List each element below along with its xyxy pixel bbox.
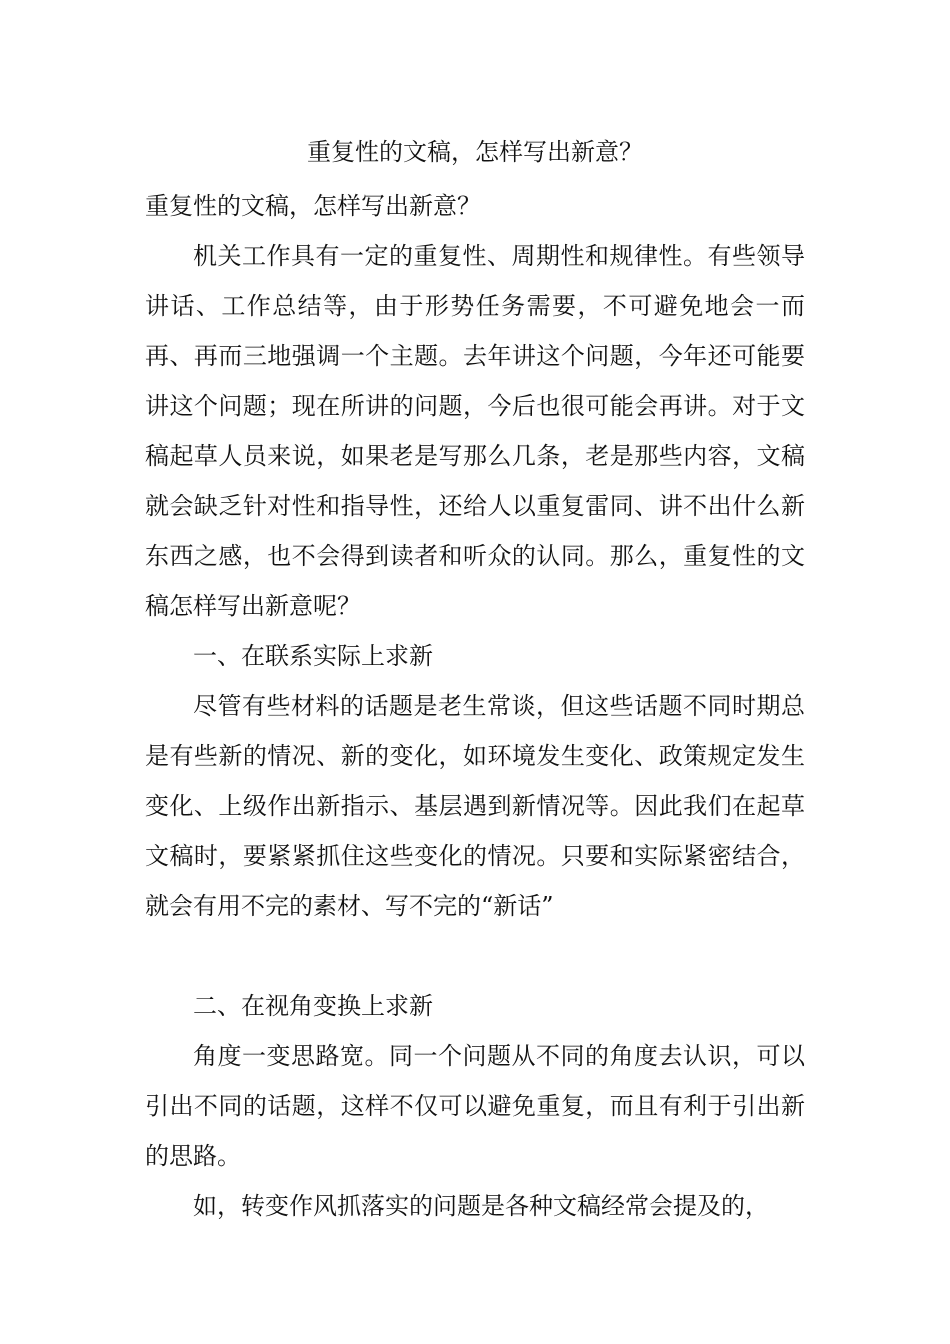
section-2-example-paragraph: 如，转变作风抓落实的问题是各种文稿经常会提及的， (193, 1192, 769, 1220)
section-1-paragraph: 尽管有些材料的话题是老生常谈，但这些话题不同时期总是有些新的情况、新的变化，如环境发生变化、政策规定发生变化、上级作出新指示、基层遇到新情况等。因此我们在起草文稿时，要紧紧抓住这些变化的情况。只要和实际紧密结合，就会有用不完的素材、写不完的“新话” (145, 692, 805, 920)
section-1-heading: 一、在联系实际上求新 (193, 642, 433, 670)
section-2-paragraph: 角度一变思路宽。同一个问题从不同的角度去认识，可以引出不同的话题，这样不仅可以避免重复，而且有利于引出新的思路。 (145, 1042, 805, 1170)
document-body (145, 181, 805, 1231)
document-subtitle: 重复性的文稿，怎样写出新意？ (145, 192, 481, 220)
section-2-heading: 二、在视角变换上求新 (193, 992, 433, 1020)
intro-paragraph: 机关工作具有一定的重复性、周期性和规律性。有些领导讲话、工作总结等，由于形势任务需要，不可避免地会一而再、再而三地强调一个主题。去年讲这个问题，今年还可能要讲这个问题；现在所讲的问题，今后也很可能会再讲。对于文稿起草人员来说，如果老是写那么几条，老是那些内容，文稿就会缺乏针对性和指导性，还给人以重复雷同、讲不出什么新东西之感，也不会得到读者和听众的认同。那么，重复性的文稿怎样写出新意呢？ (145, 242, 805, 620)
document-title: 重复性的文稿，怎样写出新意？ (307, 138, 643, 166)
blank-line (145, 931, 805, 981)
